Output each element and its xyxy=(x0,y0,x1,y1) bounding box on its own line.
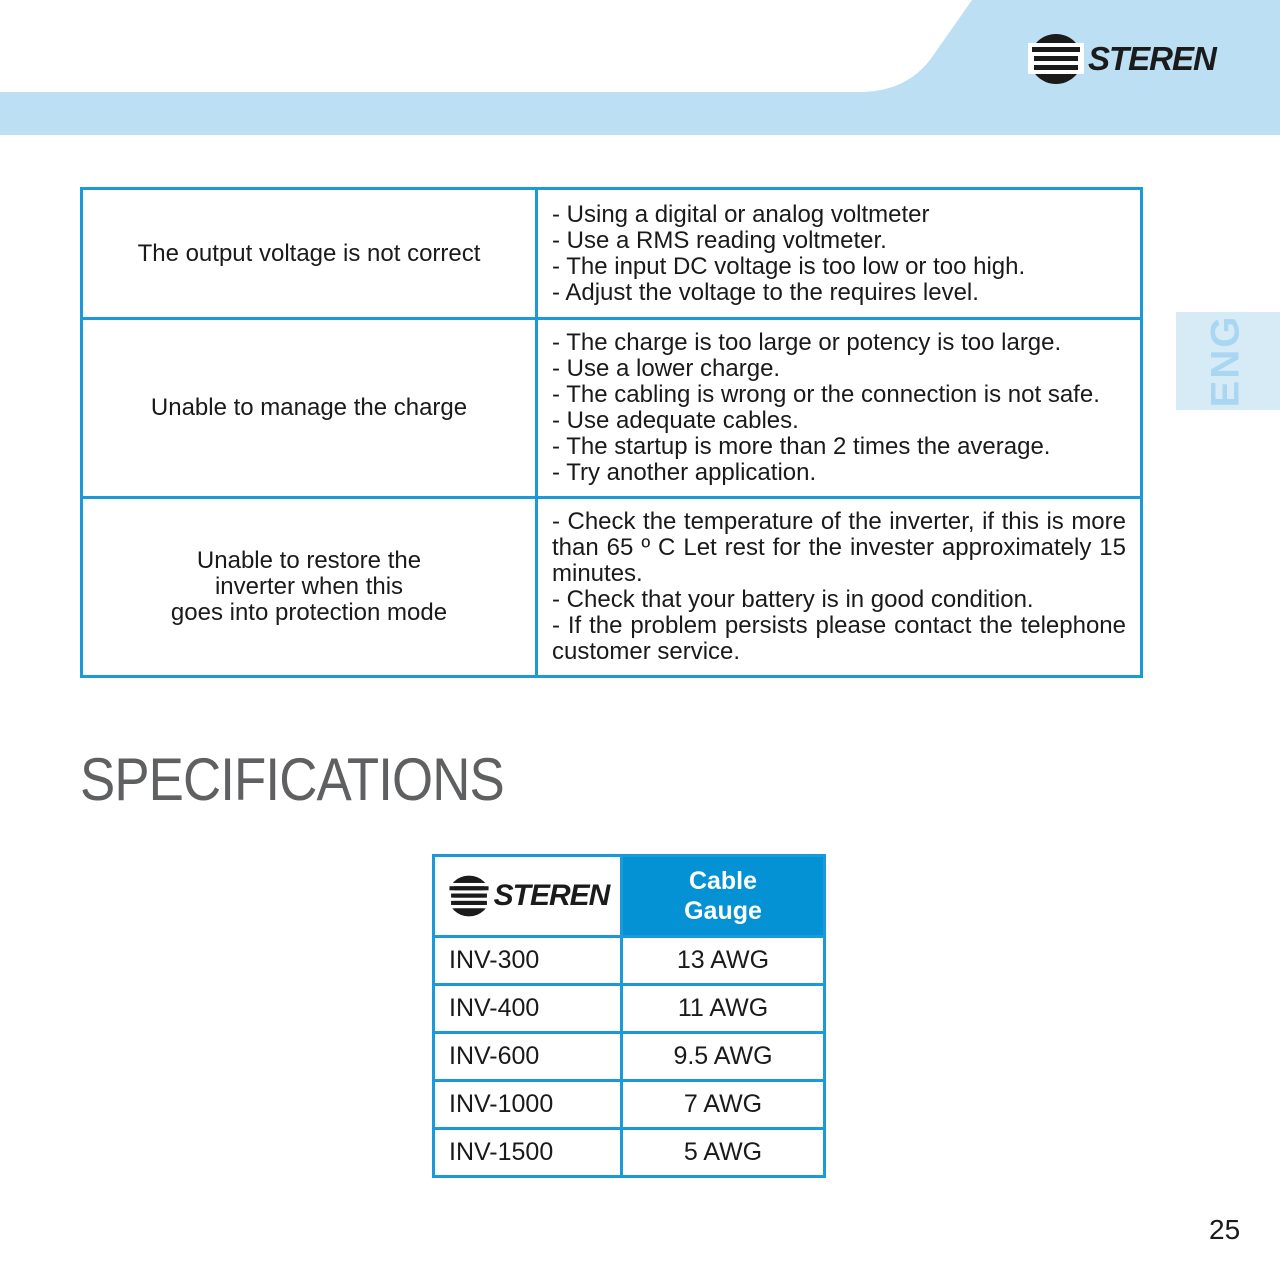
table-header-row xyxy=(434,856,825,937)
steren-logo-icon xyxy=(1028,32,1084,86)
language-tab xyxy=(1176,312,1280,410)
solution-line: - Try another application. xyxy=(552,459,817,486)
specifications-table xyxy=(432,854,826,1178)
solution-line: - Use a RMS reading voltmeter. xyxy=(552,226,887,254)
gauge-cell: 9.5 AWG xyxy=(622,1033,825,1081)
problem-text: Unable to restore the inverter when this goes into protection mode xyxy=(170,547,448,626)
gauge-cell: 13 AWG xyxy=(622,937,825,985)
solution-line: - The startup is more than 2 times the average. xyxy=(552,433,1051,460)
solution-line: - Use a lower charge. xyxy=(552,355,781,382)
solution-cell xyxy=(537,189,1142,319)
problem-cell xyxy=(82,319,537,498)
solution-line: - The input DC voltage is too low or too high. xyxy=(552,252,1026,280)
solution-line: - The cabling is wrong or the connection is not safe. xyxy=(552,381,1100,408)
solution-line: - The charge is too large or potency is too large. xyxy=(552,329,1062,356)
model-cell: INV-400 xyxy=(434,985,622,1033)
solution-cell xyxy=(537,498,1142,677)
table-row xyxy=(82,319,1142,498)
solution-line: - Check the temperature of the inverter, if this is more than 65 º C Let rest for the invester approximately 15 minutes. xyxy=(552,508,1126,587)
cable-gauge-header xyxy=(622,856,825,937)
table-row xyxy=(434,937,825,985)
specifications-title: SPECIFICATIONS xyxy=(80,746,504,813)
steren-logo xyxy=(1028,32,1216,86)
troubleshooting-table xyxy=(80,187,1143,678)
model-cell: INV-600 xyxy=(434,1033,622,1081)
problem-cell xyxy=(82,189,537,319)
steren-logo xyxy=(436,874,619,918)
table-row xyxy=(434,1129,825,1177)
language-tab-label: ENG xyxy=(1203,314,1248,408)
gauge-cell: 7 AWG xyxy=(622,1081,825,1129)
solution-line: - Check that your battery is in good condition. xyxy=(552,586,1034,613)
solution-line: - Using a digital or analog voltmeter xyxy=(552,200,930,228)
solution-cell xyxy=(537,319,1142,498)
table-logo-cell xyxy=(434,856,622,937)
brand-wordmark: STEREN xyxy=(493,879,610,912)
brand-wordmark: STEREN xyxy=(1088,40,1216,77)
model-cell: INV-300 xyxy=(434,937,622,985)
problem-text: Unable to manage the charge xyxy=(150,394,468,421)
solution-line: - Adjust the voltage to the requires level. xyxy=(552,278,979,306)
table-row xyxy=(434,985,825,1033)
page-number: 25 xyxy=(1209,1214,1241,1245)
steren-logo-icon xyxy=(446,874,492,918)
gauge-cell: 5 AWG xyxy=(622,1129,825,1177)
table-row xyxy=(434,1033,825,1081)
table-row xyxy=(82,498,1142,677)
model-cell: INV-1000 xyxy=(434,1081,622,1129)
cable-gauge-header-label: Cable Gauge xyxy=(684,867,762,925)
problem-text: The output voltage is not correct xyxy=(137,239,481,267)
model-cell: INV-1500 xyxy=(434,1129,622,1177)
table-row xyxy=(82,189,1142,319)
solution-line: - Use adequate cables. xyxy=(552,407,799,434)
problem-cell xyxy=(82,498,537,677)
gauge-cell: 11 AWG xyxy=(622,985,825,1033)
solution-line: - If the problem persists please contact the telephone customer service. xyxy=(552,612,1126,665)
table-row xyxy=(434,1081,825,1129)
